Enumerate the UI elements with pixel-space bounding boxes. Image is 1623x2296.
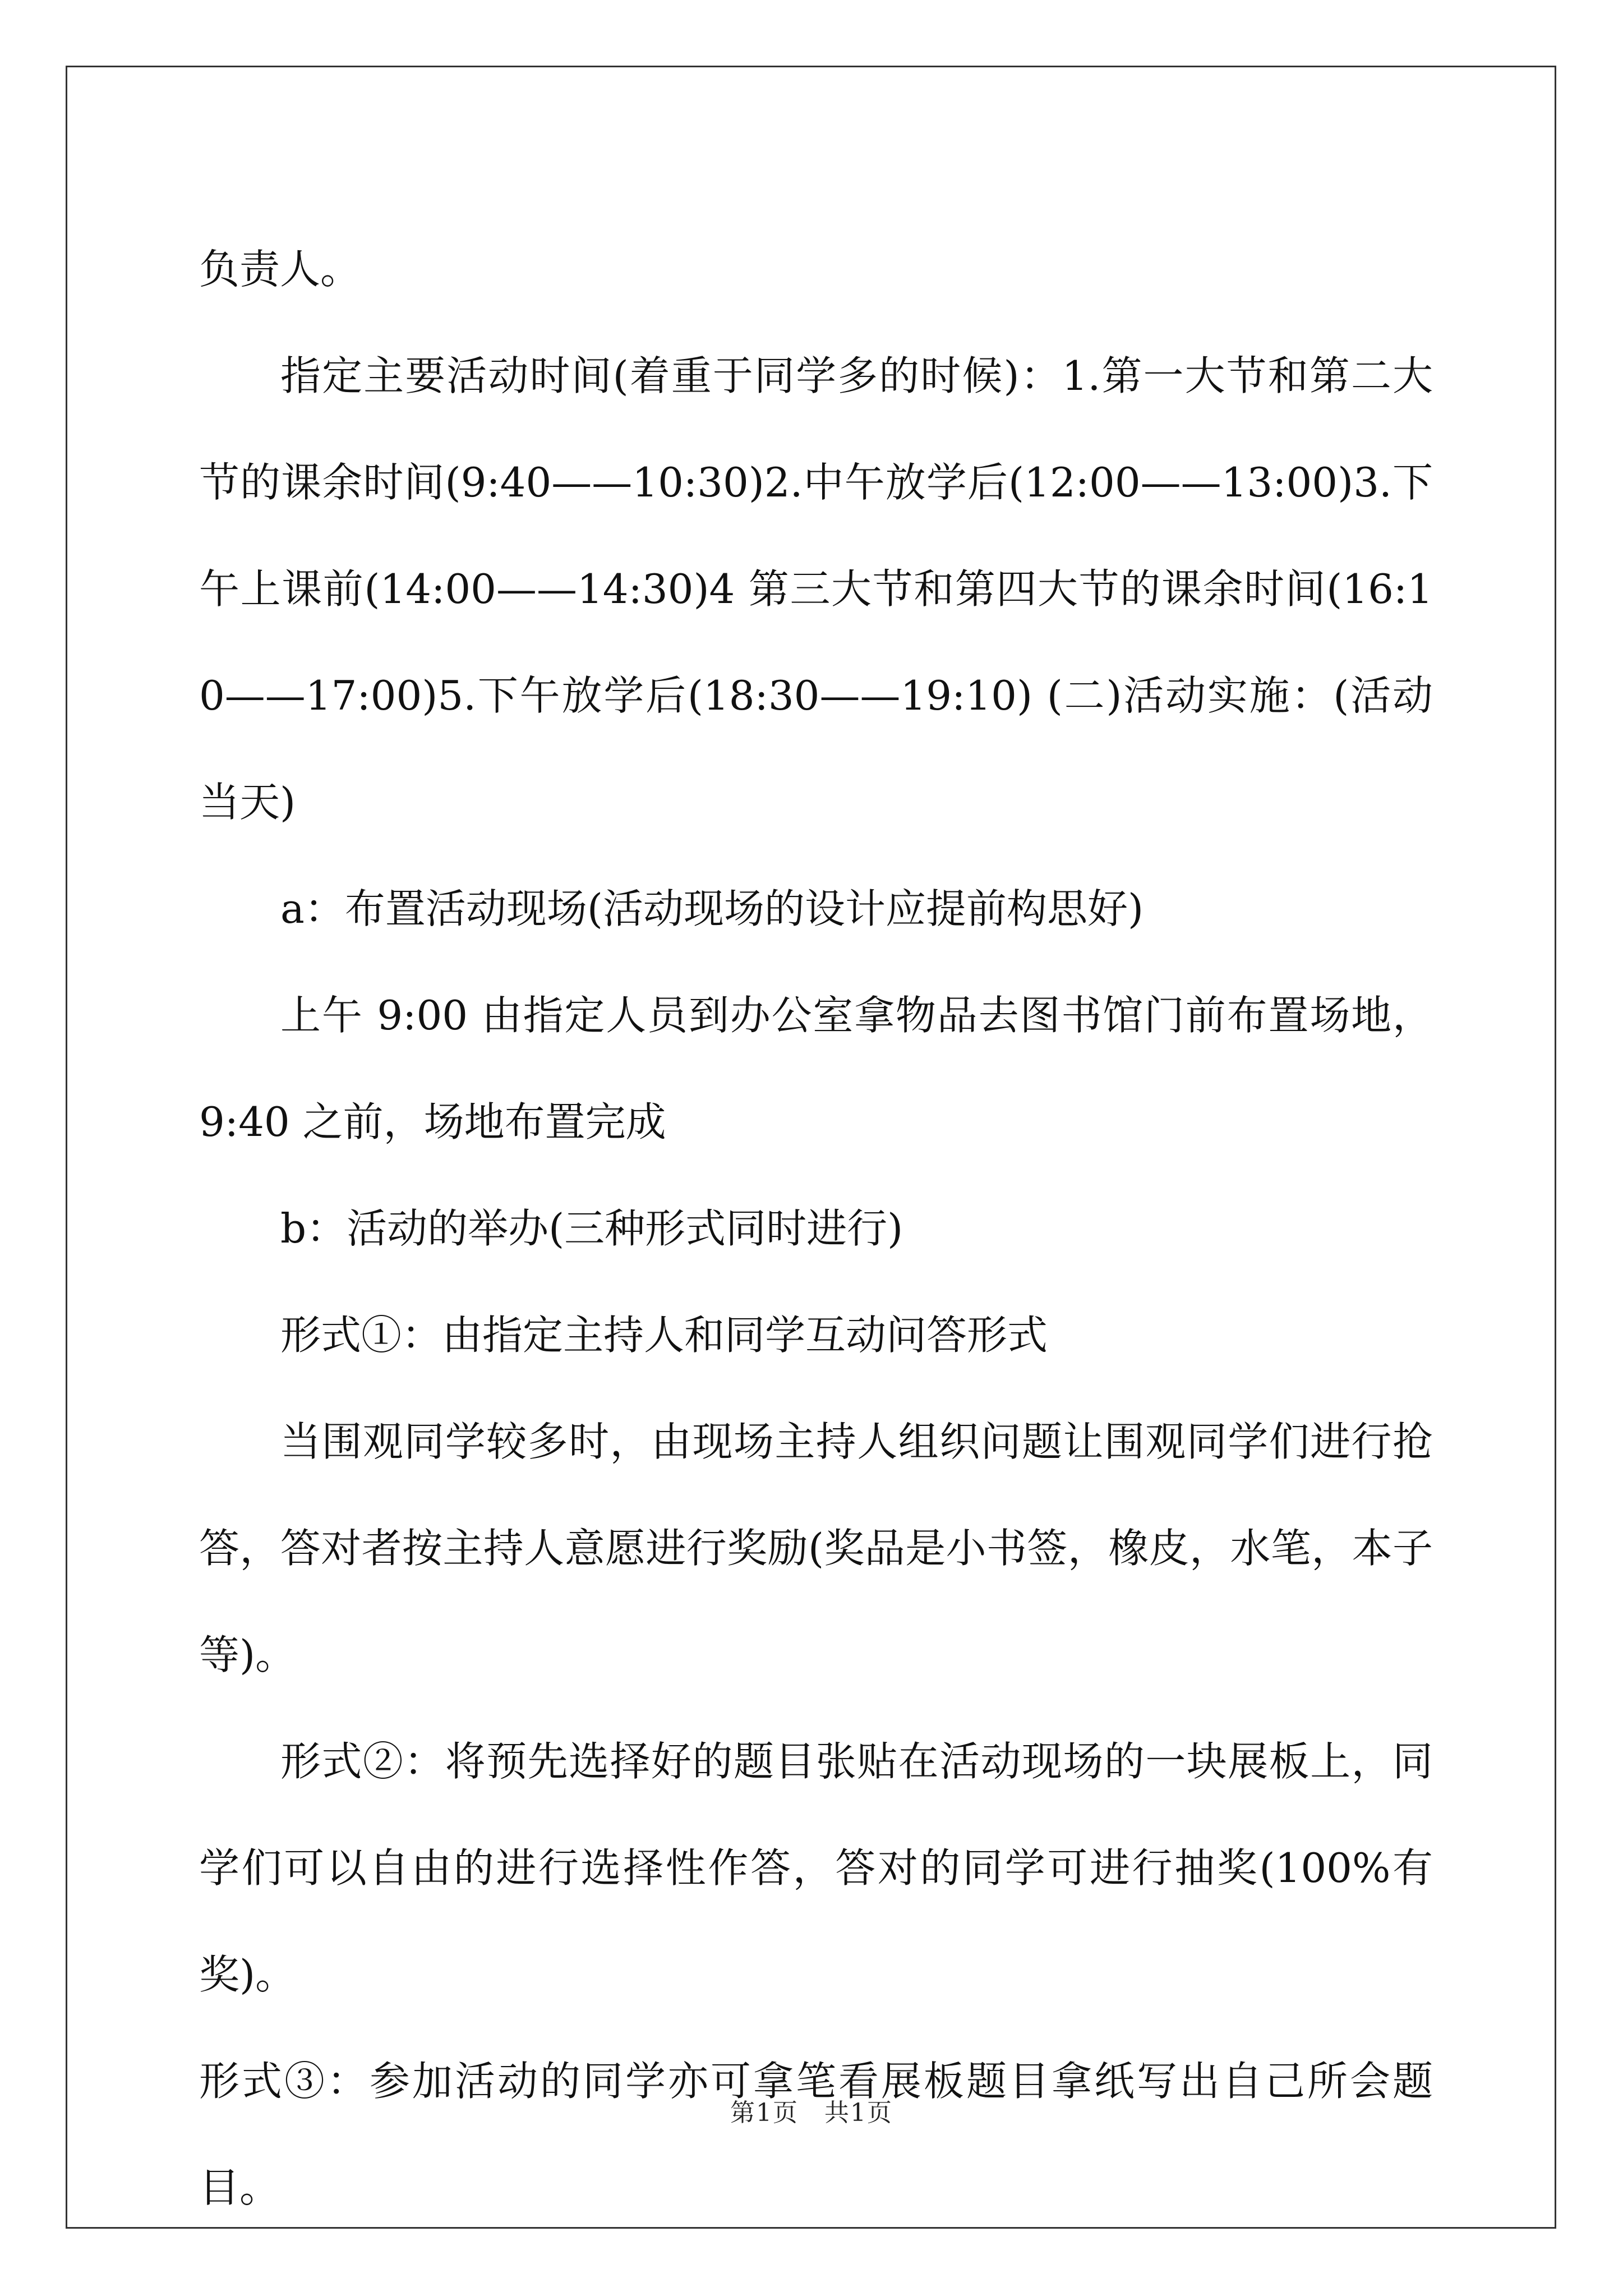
paragraph: b：活动的举办(三种形式同时进行) [280, 1205, 903, 1252]
page-number-footer: 第1页 共1页 [730, 2099, 893, 2127]
paragraph: 上午 9:00 由指定人员到办公室拿物品去图书馆门前布置场地，9:40 之前，场地布置完成 [199, 992, 1433, 1145]
paragraph: 形式①：由指定主持人和同学互动问答形式 [280, 1312, 1048, 1359]
paragraph: 指定主要活动时间(着重于同学多的时候)：1.第一大节和第二大节的课余时间(9:40——10:30)2.中午放学后(12:00——13:00)3.下午上课前(14:00——14:30)4 第三大节和第四大节的课余时间(16:10——17:00)5.下午放学后(18:30——19:10) (二)活动实施：(活动当天) [199, 352, 1433, 826]
paragraph: 负责人。 [199, 246, 361, 293]
paragraph: 当围观同学较多时，由现场主持人组织问题让围观同学们进行抢答，答对者按主持人意愿进行奖励(奖品是小书签，橡皮，水笔，本子等)。 [199, 1418, 1433, 1678]
document-body [199, 216, 1433, 2241]
paragraph: 形式③：参加活动的同学亦可拿笔看展板题目拿纸写出自己所会题目。 [199, 2058, 1433, 2211]
paragraph: 形式②：将预先选择好的题目张贴在活动现场的一块展板上，同学们可以自由的进行选择性作答，答对的同学可进行抽奖(100%有奖)。 [199, 1738, 1433, 1998]
paragraph: a：布置活动现场(活动现场的设计应提前构思好) [280, 885, 1144, 932]
